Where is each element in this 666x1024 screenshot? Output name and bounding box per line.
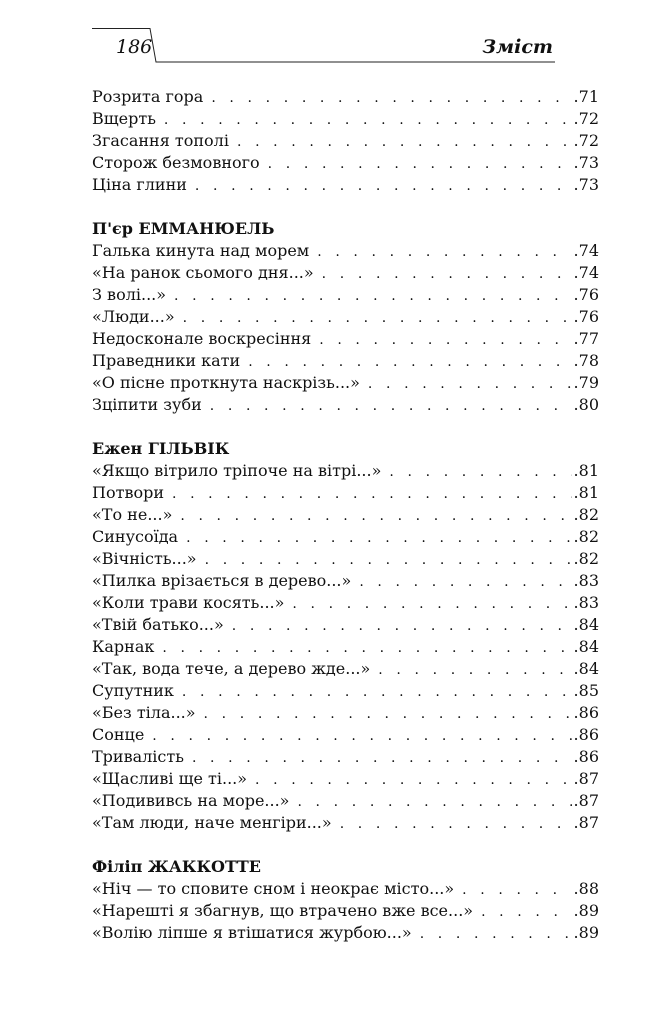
toc-entry	[92, 174, 599, 196]
toc-entry	[92, 548, 599, 570]
entry-title: Розрита гора	[92, 87, 204, 106]
entry-page-number: .72	[573, 131, 599, 150]
entry-page-number: .82	[573, 527, 599, 546]
dot-leader	[297, 791, 571, 813]
toc-entry	[92, 482, 599, 504]
toc-entry	[92, 504, 599, 526]
entry-title: «Щасливі ще ті...»	[92, 769, 248, 788]
entry-title: «Волію ліпше я втішатися журбою...»	[92, 923, 412, 942]
toc-entry	[92, 394, 599, 416]
entry-title: Ціна глини	[92, 175, 187, 194]
entry-page-number: .89	[573, 901, 599, 920]
entry-title: Недосконале воскресіння	[92, 329, 312, 348]
dot-leader	[481, 901, 571, 923]
entry-page-number: .89	[573, 923, 599, 942]
dot-leader	[174, 285, 572, 307]
dot-leader	[232, 615, 572, 637]
dot-leader	[205, 549, 572, 571]
entry-page-number: .73	[573, 175, 599, 194]
toc-entry	[92, 328, 599, 350]
dot-leader	[255, 769, 572, 791]
dot-leader	[162, 637, 571, 659]
entry-title: Праведники кати	[92, 351, 241, 370]
dot-leader	[152, 725, 571, 747]
entry-title: «Ніч — то сповите сном і неокрає місто...»	[92, 879, 455, 898]
entry-page-number: .72	[573, 109, 599, 128]
dot-leader	[389, 461, 571, 483]
entry-title: Сторож безмовного	[92, 153, 260, 172]
entry-page-number: .84	[573, 615, 599, 634]
entry-title: Вщерть	[92, 109, 156, 128]
entry-page-number: .83	[573, 593, 599, 612]
toc-entry	[92, 130, 599, 152]
entry-page-number: .73	[573, 153, 599, 172]
toc-entry	[92, 460, 599, 482]
entry-page-number: .86	[573, 725, 599, 744]
entry-page-number: .71	[573, 87, 599, 106]
dot-leader	[462, 879, 571, 901]
toc-entry	[92, 262, 599, 284]
entry-title: Галька кинута над морем	[92, 241, 310, 260]
toc-section	[92, 218, 599, 416]
dot-leader	[211, 87, 571, 109]
toc-entry	[92, 724, 599, 746]
entry-title: З волі...»	[92, 285, 167, 304]
running-header	[92, 28, 555, 64]
dot-leader	[420, 923, 572, 945]
entry-page-number: .84	[573, 659, 599, 678]
entry-title: «Люди...»	[92, 307, 175, 326]
dot-leader	[248, 351, 571, 373]
entry-page-number: .85	[573, 681, 599, 700]
entry-page-number: .82	[573, 549, 599, 568]
author-heading: Філіп ЖАККОТТЕ	[92, 857, 261, 876]
dot-leader	[359, 571, 571, 593]
toc-entry	[92, 108, 599, 130]
dot-leader	[195, 175, 572, 197]
dot-leader	[237, 131, 572, 153]
entry-page-number: .81	[573, 461, 599, 480]
dot-leader	[317, 241, 571, 263]
toc-entry	[92, 702, 599, 724]
entry-title: «Коли трави косять...»	[92, 593, 285, 612]
toc-section	[92, 856, 599, 944]
toc-entry	[92, 152, 599, 174]
entry-page-number: .87	[573, 791, 599, 810]
entry-title: Зціпити зуби	[92, 395, 202, 414]
entry-page-number: .76	[573, 285, 599, 304]
toc-entry	[92, 790, 599, 812]
entry-title: Сонце	[92, 725, 145, 744]
toc-entry	[92, 372, 599, 394]
dot-leader	[172, 483, 572, 505]
entry-page-number: .74	[573, 241, 599, 260]
entry-title: Потвори	[92, 483, 164, 502]
dot-leader	[180, 505, 571, 527]
entry-page-number: .86	[573, 703, 599, 722]
entry-title: Згасання тополі	[92, 131, 229, 150]
page-number: 186	[116, 36, 153, 58]
toc-entry	[92, 306, 599, 328]
entry-title: «На ранок сьомого дня...»	[92, 263, 314, 282]
toc-entry	[92, 878, 599, 900]
entry-title: «О пісне проткнута наскрізь...»	[92, 373, 360, 392]
toc-entry	[92, 284, 599, 306]
dot-leader	[322, 263, 572, 285]
dot-leader	[378, 659, 571, 681]
entry-page-number: .88	[573, 879, 599, 898]
author-heading: П'єр ЕММАНЮЕЛЬ	[92, 219, 275, 238]
entry-title: Карнак	[92, 637, 155, 656]
author-heading: Ежен ГІЛЬВІК	[92, 439, 230, 458]
toc-entry	[92, 680, 599, 702]
entry-title: «Якщо вітрило тріпоче на вітрі...»	[92, 461, 382, 480]
entry-title: Синусоїда	[92, 527, 179, 546]
toc-entry	[92, 592, 599, 614]
entry-title: «Вічність...»	[92, 549, 197, 568]
toc-entry	[92, 922, 599, 944]
dot-leader	[186, 527, 571, 549]
dot-leader	[183, 307, 572, 329]
entry-page-number: .81	[573, 483, 599, 502]
entry-title: «То не...»	[92, 505, 173, 524]
entry-page-number: .74	[573, 263, 599, 282]
entry-page-number: .82	[573, 505, 599, 524]
dot-leader	[192, 747, 572, 769]
entry-title: Тривалість	[92, 747, 184, 766]
entry-page-number: .80	[573, 395, 599, 414]
toc-entry	[92, 570, 599, 592]
toc-entry	[92, 658, 599, 680]
toc-entry	[92, 768, 599, 790]
dot-leader	[164, 109, 572, 131]
dot-leader	[292, 593, 571, 615]
entry-title: Супутник	[92, 681, 174, 700]
toc-entry	[92, 812, 599, 834]
dot-leader	[368, 373, 572, 395]
toc-section	[92, 86, 599, 196]
dot-leader	[268, 153, 572, 175]
toc-entry	[92, 900, 599, 922]
entry-page-number: .78	[573, 351, 599, 370]
entry-title: «Там люди, наче менгіри...»	[92, 813, 332, 832]
entry-page-number: .87	[573, 769, 599, 788]
toc-entry	[92, 614, 599, 636]
entry-title: «Так, вода тече, а дерево жде...»	[92, 659, 371, 678]
dot-leader	[319, 329, 571, 351]
entry-title: «Пилка врізається в дерево...»	[92, 571, 352, 590]
toc-entry	[92, 86, 599, 108]
toc-entry	[92, 240, 599, 262]
entry-page-number: .79	[573, 373, 599, 392]
entry-title: «Без тіла...»	[92, 703, 196, 722]
entry-title: «Твій батько...»	[92, 615, 224, 634]
entry-page-number: .86	[573, 747, 599, 766]
dot-leader	[182, 681, 572, 703]
entry-page-number: .76	[573, 307, 599, 326]
toc-entry	[92, 350, 599, 372]
toc-entry	[92, 746, 599, 768]
entry-title: «Нарешті я збагнув, що втрачено вже все...»	[92, 901, 474, 920]
dot-leader	[204, 703, 572, 725]
dot-leader	[340, 813, 572, 835]
toc-section	[92, 438, 599, 834]
entry-page-number: .84	[573, 637, 599, 656]
entry-page-number: .87	[573, 813, 599, 832]
entry-title: «Подививсь на море...»	[92, 791, 290, 810]
entry-page-number: .83	[573, 571, 599, 590]
running-title: Зміст	[482, 36, 553, 58]
dot-leader	[210, 395, 572, 417]
toc-entry	[92, 636, 599, 658]
table-of-contents	[92, 86, 599, 944]
toc-entry	[92, 526, 599, 548]
entry-page-number: .77	[573, 329, 599, 348]
